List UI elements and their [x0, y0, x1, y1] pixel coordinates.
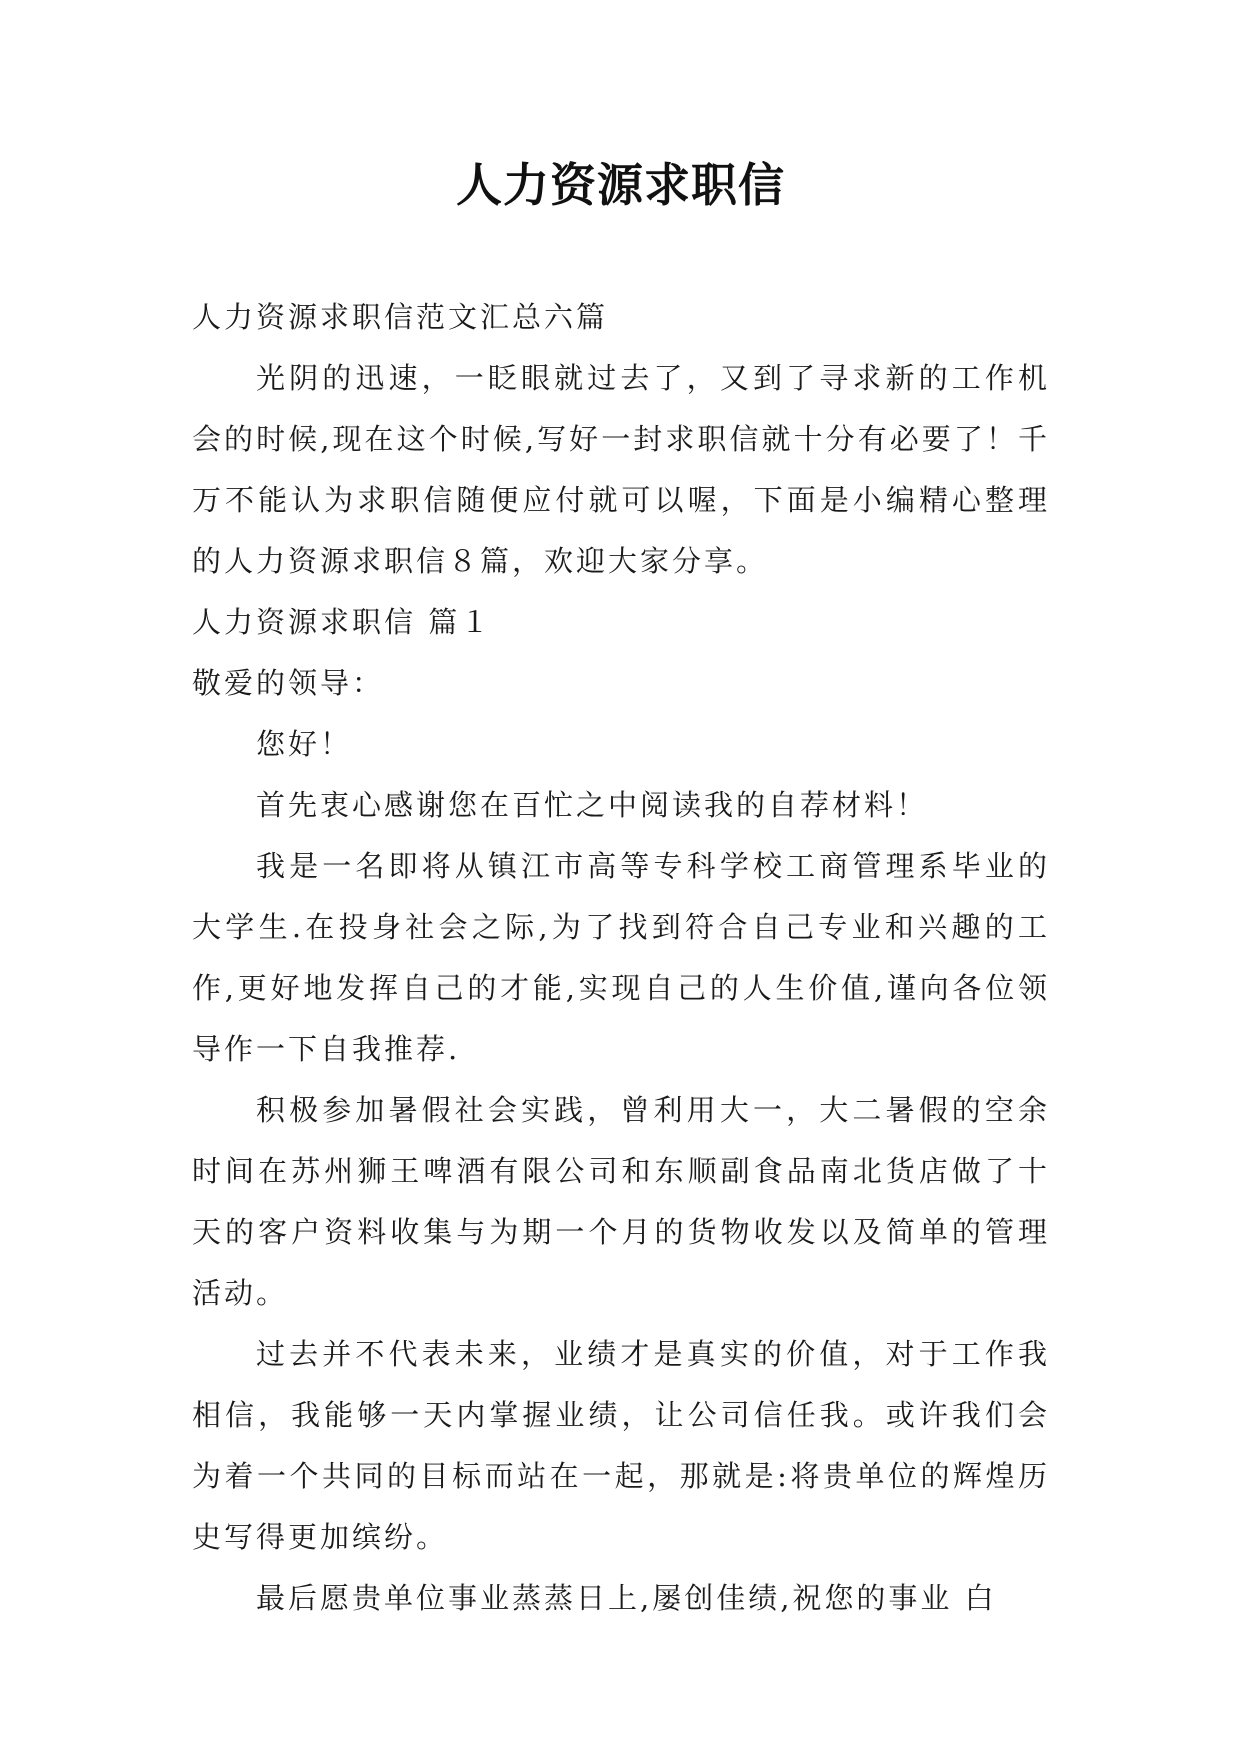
thanks-paragraph: 首先衷心感谢您在百忙之中阅读我的自荐材料！ [256, 788, 929, 822]
intro-paragraph: 光阴的迅速，一眨眼就过去了，又到了寻求新的工作机会的时候,现在这个时候,写好一封求职信就十分有必要了！千万不能认为求职信随便应付就可以喔，下面是小编精心整理的人力资源求职信８篇，欢迎大家分享。 [192, 361, 1050, 578]
self-intro-paragraph: 我是一名即将从镇江市高等专科学校工商管理系毕业的大学生.在投身社会之际,为了找到符合自己专业和兴趣的工作,更好地发挥自己的才能,实现自己的人生价值,谨向各位领导作一下自我推荐. [192, 849, 1050, 1066]
practice-paragraph: 积极参加暑假社会实践，曾利用大一，大二暑假的空余时间在苏州狮王啤酒有限公司和东顺副食品南北货店做了十天的客户资料收集与为期一个月的货物收发以及简单的管理活动。 [192, 1093, 1050, 1310]
document-title: 人力资源求职信 [456, 158, 785, 212]
document-subtitle: 人力资源求职信范文汇总六篇 [192, 300, 609, 334]
future-paragraph: 过去并不代表未来，业绩才是真实的价值，对于工作我相信，我能够一天内掌握业绩，让公司信任我。或许我们会为着一个共同的目标而站在一起，那就是:将贵单位的辉煌历史写得更加缤纷。 [192, 1337, 1050, 1554]
greeting: 您好！ [256, 727, 353, 761]
salutation: 敬爱的领导： [192, 666, 385, 700]
section-heading: 人力资源求职信 篇１ [192, 605, 493, 639]
document-body [192, 287, 1050, 1629]
closing-paragraph: 最后愿贵单位事业蒸蒸日上,屡创佳绩,祝您的事业 白 [256, 1581, 997, 1615]
